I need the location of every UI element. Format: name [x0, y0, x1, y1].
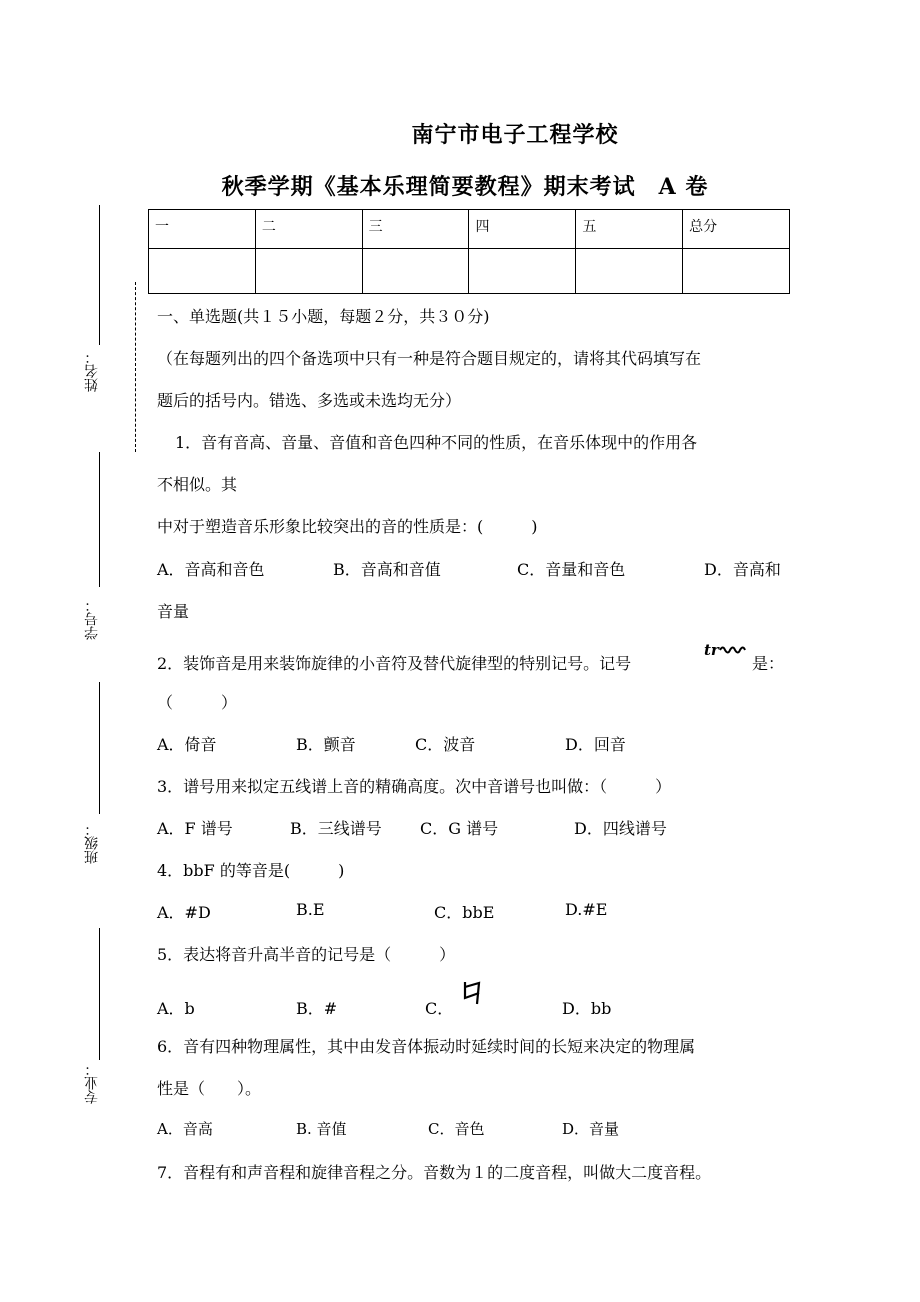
question-2-option-d: D．回音 [565, 735, 626, 754]
question-4-text: 4．bbF 的等音是( ) [157, 861, 345, 880]
question-1-option-d: D．音高和 [704, 560, 781, 579]
margin-label-major: 专业： [84, 1062, 100, 1104]
question-3-option-b: B．三线谱号 [290, 819, 382, 838]
question-5-option-a: A．b [157, 999, 195, 1018]
score-header-total: 总分 [683, 210, 790, 249]
score-cell[interactable] [362, 249, 469, 294]
question-3-option-c: C．G 谱号 [420, 819, 499, 838]
question-3-text: 3．谱号用来拟定五线谱上音的精确高度。次中音谱号也叫做：（ ） [157, 777, 672, 796]
score-cell[interactable] [576, 249, 683, 294]
question-1-option-d: 音量 [157, 602, 190, 621]
question-2-option-a: A．倚音 [157, 735, 217, 754]
score-cell[interactable] [255, 249, 362, 294]
question-2-option-c: C．波音 [415, 735, 476, 754]
score-cell[interactable] [149, 249, 256, 294]
score-header-3: 三 [362, 210, 469, 249]
section-instruction: （在每题列出的四个备选项中只有一种是符合题目规定的，请将其代码填写在 [157, 349, 702, 368]
question-1-text: 中对于塑造音乐形象比较突出的音的性质是：( ) [157, 517, 538, 536]
margin-line-1 [99, 205, 100, 345]
trill-symbol-icon [703, 641, 751, 663]
score-cell[interactable] [469, 249, 576, 294]
score-header-4: 四 [469, 210, 576, 249]
score-header-1: 一 [149, 210, 256, 249]
question-3-option-d: D．四线谱号 [574, 819, 667, 838]
question-4-option-a: A．#D [157, 903, 211, 922]
question-1-option-b: B．音高和音值 [333, 560, 441, 579]
question-6-text: 6．音有四种物理属性，其中由发音体振动时延续时间的长短来决定的物理属 [157, 1037, 696, 1056]
question-5-option-d: D．bb [562, 999, 612, 1018]
section-heading: 一、单选题(共１５小题，每题２分，共３０分) [157, 307, 490, 326]
question-5-text: 5．表达将音升高半音的记号是（ ） [157, 945, 456, 964]
margin-label-student-no: 学号： [84, 598, 100, 640]
question-1-text: 不相似。其 [157, 475, 238, 494]
margin-label-name: 姓名： [84, 350, 100, 392]
exam-title: 秋季学期《基本乐理简要教程》期末考试 A 卷 [221, 174, 709, 200]
question-7-text: 7．音程有和声音程和旋律音程之分。音数为１的二度音程，叫做大二度音程。 [157, 1163, 712, 1182]
question-6-option-c: C．音色 [428, 1120, 485, 1138]
question-6-option-d: D．音量 [562, 1120, 620, 1138]
school-title: 南宁市电子工程学校 [411, 122, 619, 148]
question-3-option-a: A．F 谱号 [157, 819, 233, 838]
question-2-text: 2．装饰音是用来装饰旋律的小音符及替代旋律型的特别记号。记号 [157, 654, 632, 673]
question-4-option-d: D.#E [565, 900, 608, 919]
question-6-option-b: B. 音值 [296, 1120, 347, 1138]
question-1-option-a: A．音高和音色 [157, 560, 265, 579]
natural-sign-icon [460, 978, 486, 1008]
section-instruction: 题后的括号内。错选、多选或未选均无分） [157, 391, 462, 410]
question-2-option-b: B．颤音 [296, 735, 356, 754]
question-1-text: 1．音有音高、音量、音值和音色四种不同的性质，在音乐体现中的作用各 [175, 433, 698, 452]
question-5-option-b: B．# [296, 999, 338, 1018]
question-6-text: 性是（ ）。 [157, 1079, 262, 1098]
margin-line-2 [99, 452, 100, 587]
svg-text:tr: tr [704, 641, 719, 659]
question-2-text: （ ） [157, 693, 238, 712]
score-header-5: 五 [576, 210, 683, 249]
question-6-option-a: A．音高 [157, 1120, 213, 1138]
score-header-2: 二 [255, 210, 362, 249]
margin-dashed-line [135, 282, 136, 452]
score-cell[interactable] [683, 249, 790, 294]
score-table [148, 209, 790, 294]
margin-label-class: 班级： [84, 822, 100, 864]
margin-line-4 [99, 928, 100, 1060]
question-4-option-b: B.E [296, 900, 325, 919]
question-4-option-c: C．bbE [434, 903, 495, 922]
question-2-text: 是： [752, 654, 785, 673]
question-5-option-c: C． [425, 999, 454, 1018]
question-1-option-c: C．音量和音色 [517, 560, 626, 579]
margin-line-3 [99, 682, 100, 814]
